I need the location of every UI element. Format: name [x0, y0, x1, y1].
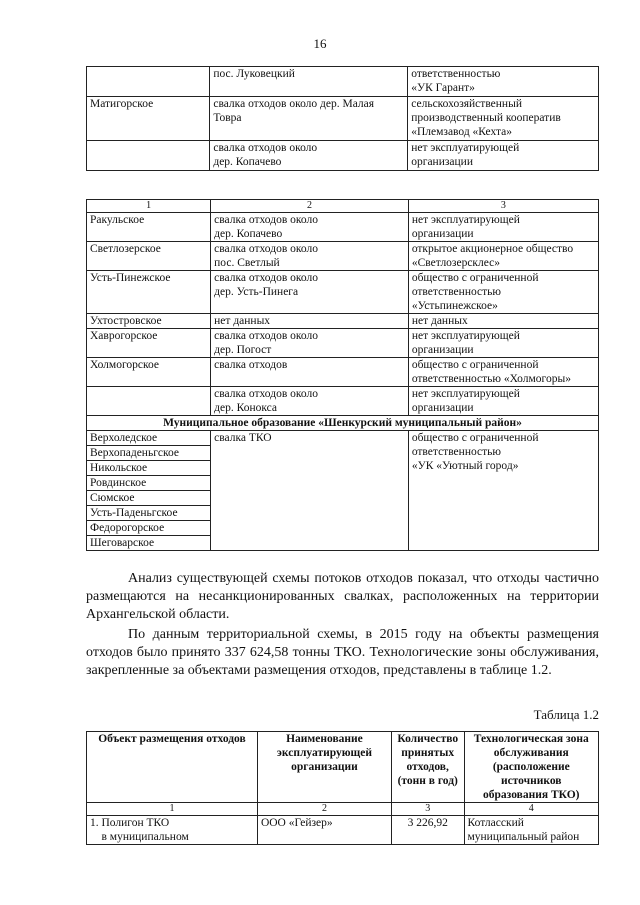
table-cell: Сюмское — [87, 491, 211, 506]
column-header: Количество принятых отходов, (тонн в год) — [391, 732, 464, 803]
column-header: Технологическая зона обслуживания (расположение источников образования ТКО) — [464, 732, 599, 803]
table-cell: нет данных — [211, 314, 409, 329]
table-cell: Ракульское — [87, 213, 211, 242]
column-number-row — [87, 200, 599, 213]
table-cell: 3 226,92 — [391, 816, 464, 845]
table-cell: сельскохозяйственный производственный кооператив «Племзавод «Кехта» — [408, 97, 599, 141]
column-number: 1 — [87, 200, 211, 213]
table-row — [87, 67, 599, 97]
table-cell: свалка отходов около дер. Усть-Пинега — [211, 271, 409, 314]
table-cell: нет эксплуатирующей организации — [408, 213, 598, 242]
table-cell: свалка отходов около дер. Копачево — [210, 141, 408, 171]
table-cell: открытое акционерное общество «Светлозерсклес» — [408, 242, 598, 271]
table-row — [87, 213, 599, 242]
table-label: Таблица 1.2 — [533, 707, 599, 722]
table-cell: Котласский муниципальный район — [464, 816, 599, 845]
table-cell: общество с ограниченной ответственностью «Устьпинежское» — [408, 271, 598, 314]
table-cell: нет эксплуатирующей организации — [408, 141, 599, 171]
column-number: 2 — [211, 200, 409, 213]
table-row — [87, 358, 599, 387]
table-cell: Федорогорское — [87, 521, 211, 536]
table-cell: свалка отходов — [211, 358, 409, 387]
table-row — [87, 431, 599, 446]
table-cell: Усть-Пинежское — [87, 271, 211, 314]
table-row — [87, 329, 599, 358]
table-cell: нет эксплуатирующей организации — [408, 329, 598, 358]
table-row — [87, 816, 599, 845]
table-cell: общество с ограниченной ответственностью «Холмогоры» — [408, 358, 598, 387]
table-cell: свалка отходов около дер. Копачево — [211, 213, 409, 242]
table-cell: Усть-Паденьгское — [87, 506, 211, 521]
table-cell: Матигорское — [87, 97, 210, 141]
table-row — [87, 141, 599, 171]
paragraph: Анализ существующей схемы потоков отходов показал, что отходы частично размещаются на несанкционированных свалках, расположенных на территории Архангельской области. — [86, 571, 599, 622]
table-cell: Шеговарское — [87, 536, 211, 551]
table-cell: свалка отходов около дер. Конокса — [211, 387, 409, 416]
table-cell — [87, 387, 211, 416]
table-cell: свалка отходов около дер. Погост — [211, 329, 409, 358]
table-row — [87, 97, 599, 141]
column-number: 2 — [257, 803, 391, 816]
table-cell: Хаврогорское — [87, 329, 211, 358]
table-row — [87, 387, 599, 416]
table-row — [87, 271, 599, 314]
table-cell: 1. Полигон ТКО в муниципальном — [87, 816, 258, 845]
table-cell: общество с ограниченной ответственностью «УК «Уютный город» — [408, 431, 598, 551]
table-cell — [87, 67, 210, 97]
section-title: Муниципальное образование «Шенкурский муниципальный район» — [87, 416, 599, 431]
page-number: 16 — [313, 36, 327, 51]
column-number: 3 — [391, 803, 464, 816]
column-number: 3 — [408, 200, 598, 213]
waste-sites-table — [86, 199, 599, 551]
paragraph: По данным территориальной схемы, в 2015 году на объекты размещения отходов было принято 337 624,58 тонны ТКО. Технологические зоны обслуживания, закрепленные за объектами размещения отходов, представлены в таблице 1.2. — [86, 627, 599, 678]
table-cell: Светлозерское — [87, 242, 211, 271]
table-cell: нет данных — [408, 314, 598, 329]
table-cell: ООО «Гейзер» — [257, 816, 391, 845]
table-cell: Верхоледское — [87, 431, 211, 446]
table-cell: ответственностью «УК Гарант» — [408, 67, 599, 97]
table-cell: Ухтостровское — [87, 314, 211, 329]
table-row — [87, 242, 599, 271]
column-number: 4 — [464, 803, 599, 816]
table-cell: Ровдинское — [87, 476, 211, 491]
table-cell: Верхопаденьгское — [87, 446, 211, 461]
table-cell: свалка ТКО — [211, 431, 409, 551]
table-cell: свалка отходов около дер. Малая Товра — [210, 97, 408, 141]
table-cell: Никольское — [87, 461, 211, 476]
column-header: Объект размещения отходов — [87, 732, 258, 803]
column-number: 1 — [87, 803, 258, 816]
disposal-objects-table — [86, 731, 599, 845]
column-number-row — [87, 803, 599, 816]
section-title-row — [87, 416, 599, 431]
header-row — [87, 732, 599, 803]
column-header: Наименование эксплуатирующей организации — [257, 732, 391, 803]
table-cell: свалка отходов около пос. Светлый — [211, 242, 409, 271]
continuation-table — [86, 66, 599, 171]
table-cell: пос. Луковецкий — [210, 67, 408, 97]
table-cell: Холмогорское — [87, 358, 211, 387]
table-cell — [87, 141, 210, 171]
table-cell: нет эксплуатирующей организации — [408, 387, 598, 416]
table-row — [87, 314, 599, 329]
